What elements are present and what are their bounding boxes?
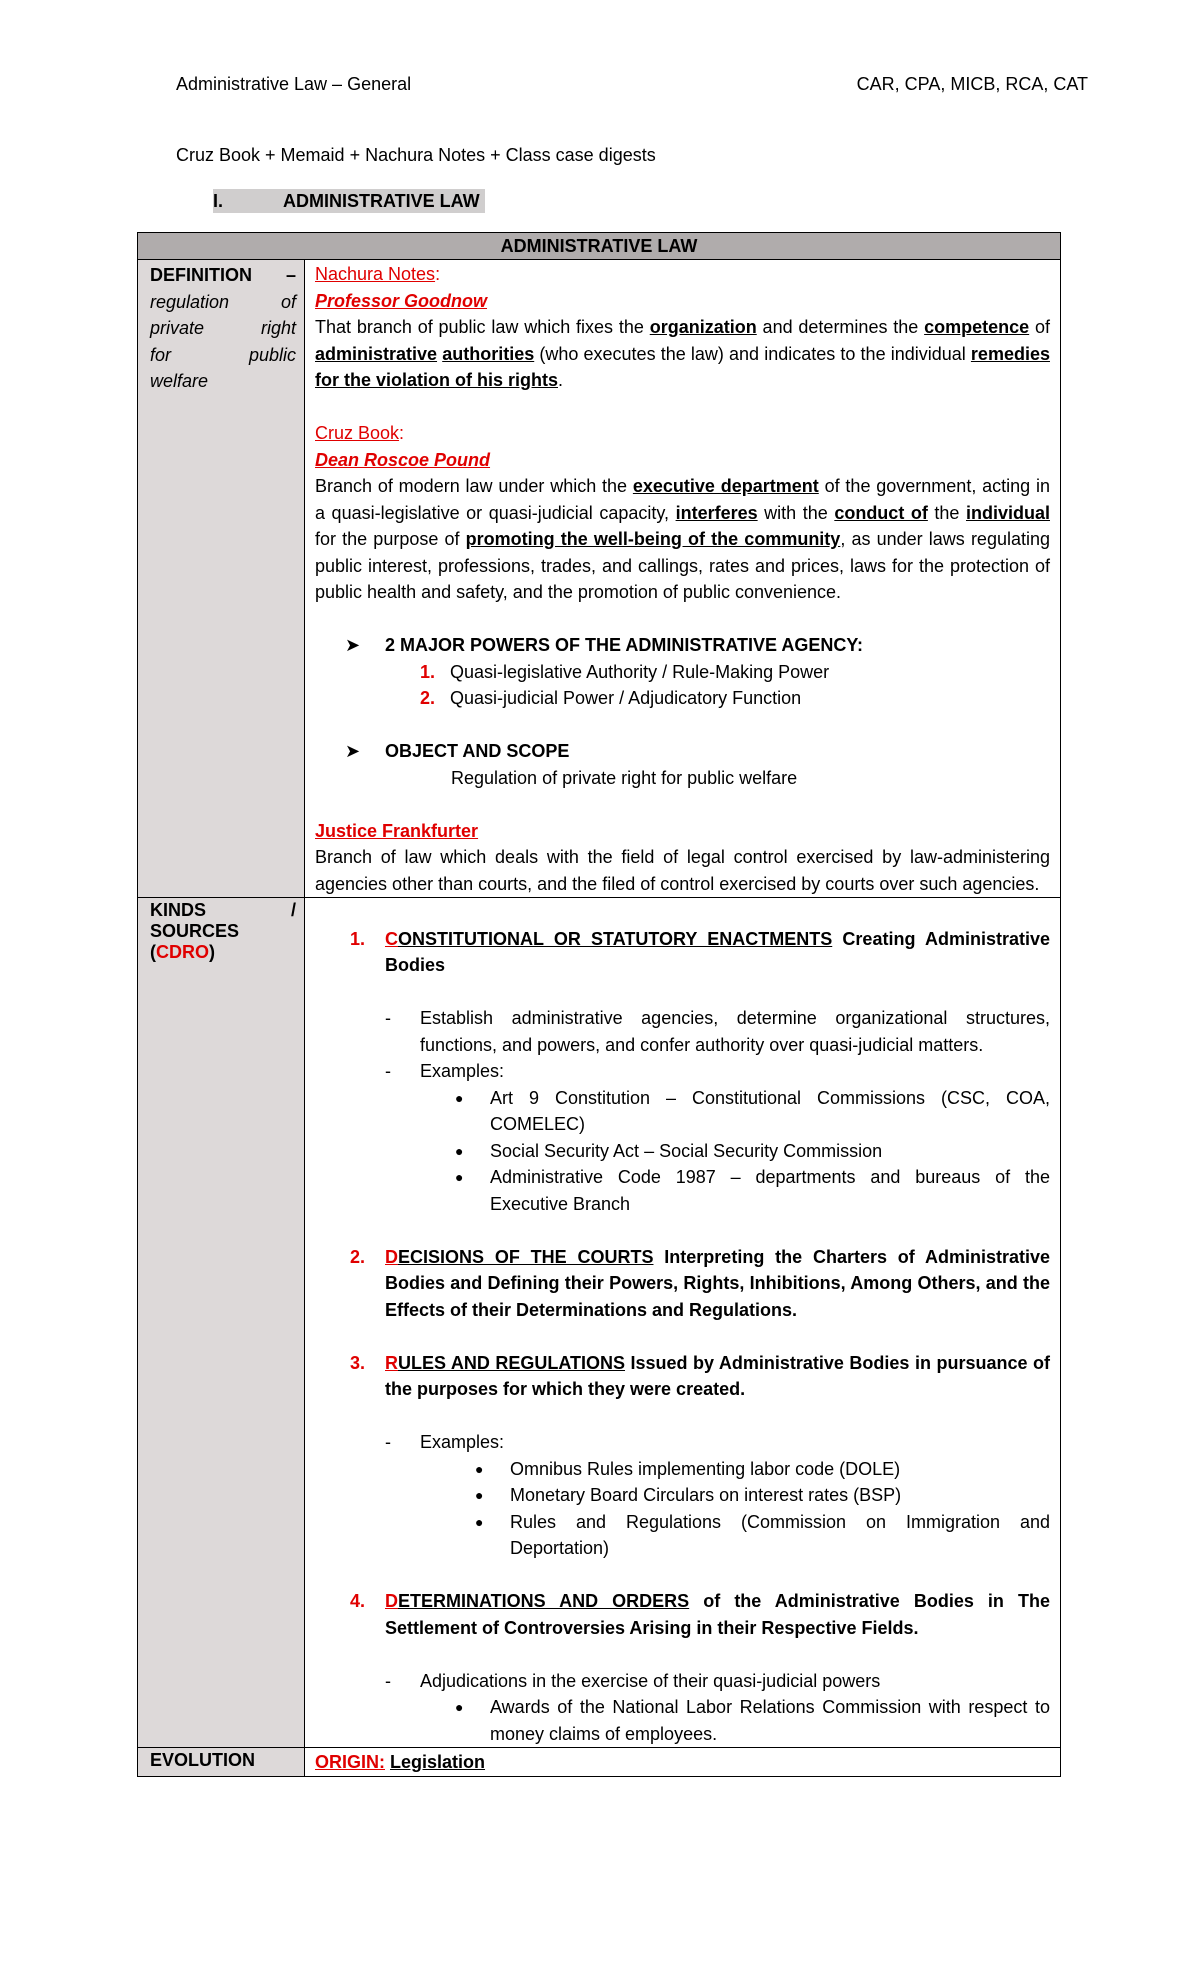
evolution-label-cell	[138, 1748, 305, 1777]
kinds-label: KINDS /	[150, 900, 296, 920]
definition-label-cell	[138, 260, 305, 898]
cruz-author: Dean Roscoe Pound	[315, 449, 491, 470]
powers-heading-row	[345, 632, 1050, 659]
admin-law-table	[137, 232, 1061, 1777]
power-item: 1. Quasi-legislative Authority / Rule-Making Power	[420, 661, 830, 682]
header-right: CAR, CPA, MICB, RCA, CAT	[856, 74, 1088, 94]
definition-desc-line: welfare	[150, 371, 209, 391]
definition-row	[138, 260, 1061, 898]
section-title: ADMINISTRATIVE LAW	[283, 191, 480, 211]
sources-label: SOURCES	[150, 921, 240, 941]
definition-label: DEFINITION –	[150, 265, 296, 285]
dash-item: - Establish administrative agencies, determine organizational structures, functions, and powers, and confer authority over quasi-judicial matters.	[385, 1008, 1050, 1055]
cruz-source-line: Cruz Book:	[315, 423, 405, 443]
header-left: Administrative Law – General	[176, 74, 412, 94]
kind-item: 2. DECISIONS OF THE COURTS Interpreting the Charters of Administrative Bodies and Defining their Powers, Rights, Inhibitions, Among Others, and the Effects of their Determinations and Regulations.	[350, 1246, 1050, 1320]
kind-item: 1. CONSTITUTIONAL OR STATUTORY ENACTMENTS Creating Administrative Bodies	[350, 928, 1050, 975]
keyword: individual	[965, 502, 1050, 523]
evolution-row	[138, 1748, 1061, 1777]
cruz-definition: Branch of modern law under which the executive department of the government, acting in a quasi-legislative or quasi-judicial capacity, interferes with the conduct of the individual for the purpose of promoting the well-being of the community, as under laws regulating public interest, professions, trades, and callings, rates and prices, laws for the protection of public health and safety, and the promotion of public convenience.	[315, 476, 1050, 602]
bullet-item: ● Rules and Regulations (Commission on Immigration and Deportation)	[475, 1511, 1050, 1558]
origin-label: ORIGIN:	[315, 1752, 385, 1772]
evolution-label: EVOLUTION	[150, 1750, 256, 1770]
table-heading: ADMINISTRATIVE LAW	[138, 233, 1061, 260]
cdro-label: (CDRO)	[150, 942, 215, 962]
bullet-item: ● Art 9 Constitution – Constitutional Commissions (CSC, COA, COMELEC)	[455, 1087, 1050, 1134]
bullet-item: ● Monetary Board Circulars on interest rates (BSP)	[475, 1485, 902, 1505]
section-number: I.	[213, 191, 224, 211]
power-item: 2. Quasi-judicial Power / Adjudicatory Function	[420, 688, 802, 708]
nachura-author: Professor Goodnow	[315, 290, 488, 311]
scope-heading-row	[345, 738, 1050, 765]
kind-item: 4. DETERMINATIONS AND ORDERS of the Administrative Bodies in The Settlement of Controversies Arising in their Respective Fields.	[350, 1591, 1050, 1638]
frankfurter-author: Justice Frankfurter	[315, 820, 479, 841]
bullet-item: ● Omnibus Rules implementing labor code (DOLE)	[475, 1458, 901, 1479]
kinds-label-cell	[138, 898, 305, 1748]
definition-desc-line: regulation of	[150, 291, 296, 312]
dash-item: - Examples:	[385, 1061, 505, 1081]
bullet-item: ● Administrative Code 1987 – departments and bureaus of the Executive Branch	[455, 1167, 1050, 1214]
nachura-source-line: Nachura Notes:	[315, 264, 441, 284]
definition-desc-line: private right	[150, 318, 296, 338]
definition-content-cell	[305, 260, 1061, 898]
section-heading	[213, 189, 485, 213]
keyword: promoting the well-being of the community	[465, 529, 841, 549]
keyword: competence	[924, 317, 1030, 337]
document-subtitle: Cruz Book + Memaid + Nachura Notes + Class case digests	[176, 145, 656, 165]
definition-desc-line: for public	[150, 344, 296, 365]
evolution-content-cell	[305, 1748, 1061, 1777]
frankfurter-definition: Branch of law which deals with the field of legal control exercised by law-administering agencies other than courts, and the filed of control exercised by courts over such agencies.	[315, 847, 1050, 894]
keyword: authorities	[442, 343, 535, 364]
nachura-source: Nachura Notes	[315, 264, 436, 284]
kinds-content-cell	[305, 898, 1061, 1748]
origin-value: Legislation	[390, 1752, 486, 1772]
bullet-item: ● Awards of the National Labor Relations Commission with respect to money claims of employees.	[455, 1697, 1050, 1744]
keyword: executive department	[632, 476, 819, 496]
keyword: organization	[649, 317, 757, 337]
scope-text: Regulation of private right for public welfare	[451, 767, 798, 788]
arrow-bullet-icon: ➤	[345, 635, 361, 655]
powers-heading: 2 MAJOR POWERS OF THE ADMINISTRATIVE AGENCY:	[385, 635, 864, 655]
dash-item: - Examples:	[385, 1432, 505, 1452]
kind-item: 3. RULES AND REGULATIONS Issued by Administrative Bodies in pursuance of the purposes for which they were created.	[350, 1352, 1050, 1399]
nachura-definition: That branch of public law which fixes the organization and determines the competence of administrative authorities (who executes the law) and indicates to the individual remedies for the violation of his rights.	[315, 317, 1051, 390]
keyword: conduct of	[834, 502, 928, 523]
bullet-item: ● Social Security Act – Social Security Commission	[455, 1140, 883, 1161]
cruz-source: Cruz Book	[315, 423, 400, 443]
keyword: remedies for the violation of his rights	[315, 343, 1050, 390]
dash-item: - Adjudications in the exercise of their quasi-judicial powers	[385, 1670, 881, 1691]
keyword: administrative	[315, 343, 438, 364]
scope-heading: OBJECT AND SCOPE	[385, 741, 570, 761]
arrow-bullet-icon: ➤	[345, 741, 361, 761]
keyword: interferes	[675, 502, 758, 523]
kinds-row	[138, 898, 1061, 1748]
